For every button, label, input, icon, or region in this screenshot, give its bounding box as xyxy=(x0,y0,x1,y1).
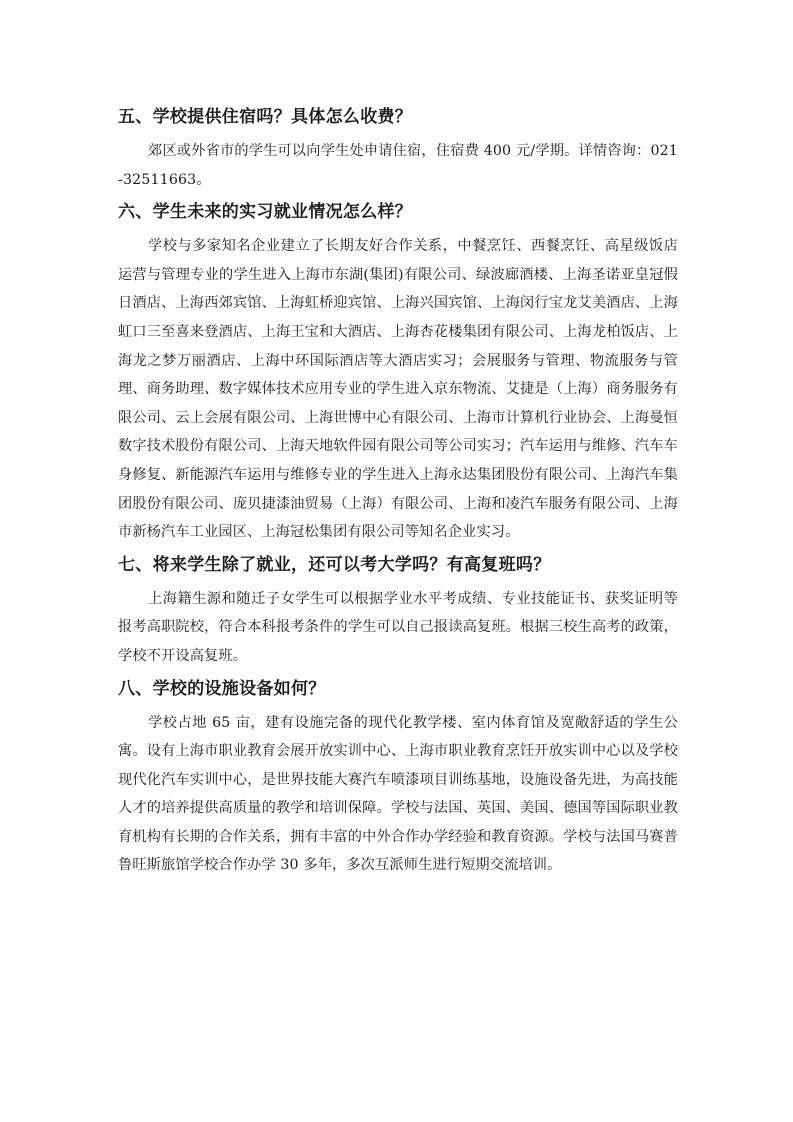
section-heading: 八、学校的设施设备如何？ xyxy=(118,678,326,699)
document-body xyxy=(118,103,678,884)
section-paragraph: 郊区或外省市的学生可以向学生处申请住宿，住宿费 400 元/学期。详情咨询：021-32511663。 xyxy=(118,143,678,188)
section-internship-employment xyxy=(118,198,678,547)
section-heading: 六、学生未来的实习就业情况怎么样？ xyxy=(118,202,413,223)
section-accommodation xyxy=(118,103,678,194)
section-paragraph: 上海籍生源和随迁子女学生可以根据学业水平考成绩、专业技能证书、获奖证明等报考高职院校，符合本科报考条件的学生可以自己报读高复班。根据三校生高考的政策，学校不开设高复班。 xyxy=(118,590,678,664)
section-paragraph: 学校与多家知名企业建立了长期友好合作关系，中餐烹饪、西餐烹饪、高星级饭店运营与管理专业的学生进入上海市东湖(集团)有限公司、绿波廊酒楼、上海圣诺亚皇冠假日酒店、上海西郊宾馆、上海虹桥迎宾馆、上海兴国宾馆、上海闵行宝龙艾美酒店、上海虹口三至喜来登酒店、上海王宝和大酒店、上海杏花楼集团有限公司、上海龙柏饭店、上海龙之梦万丽酒店、上海中环国际酒店等大酒店实习；会展服务与管理、物流服务与管理、商务助理、数字媒体技术应用专业的学生进入京东物流、艾捷是（上海）商务服务有限公司、云上会展有限公司、上海世博中心有限公司、上海市计算机行业协会、上海曼恒数字技术股份有限公司、上海天地软件园有限公司等公司实习；汽车运用与维修、汽车车身修复、新能源汽车运用与维修专业的学生进入上海永达集团股份有限公司、上海汽车集团股份有限公司、庞贝捷漆油贸易（上海）有限公司、上海和凌汽车服务有限公司、上海市新杨汽车工业园区、上海冠松集团有限公司等知名企业实习。 xyxy=(118,238,678,541)
section-paragraph: 学校占地 65 亩，建有设施完备的现代化教学楼、室内体育馆及宽敞舒适的学生公寓。设有上海市职业教育会展开放实训中心、上海市职业教育烹饪开放实训中心以及学校现代化汽车实训中心，是世界技能大赛汽车喷漆项目训练基地，设施设备先进，为高技能人才的培养提供高质量的教学和培训保障。学校与法国、英国、美国、德国等国际职业教育机构有长期的合作关系，拥有丰富的中外合作办学经验和教育资源。学校与法国马赛普鲁旺斯旅馆学校合作办学 30 多年，多次互派师生进行短期交流培训。 xyxy=(118,714,678,874)
section-further-education xyxy=(118,551,678,671)
section-facilities xyxy=(118,675,678,881)
section-heading: 五、学校提供住宿吗？具体怎么收费？ xyxy=(118,107,413,127)
section-heading: 七、将来学生除了就业，还可以考大学吗？有高复班吗？ xyxy=(118,554,551,575)
